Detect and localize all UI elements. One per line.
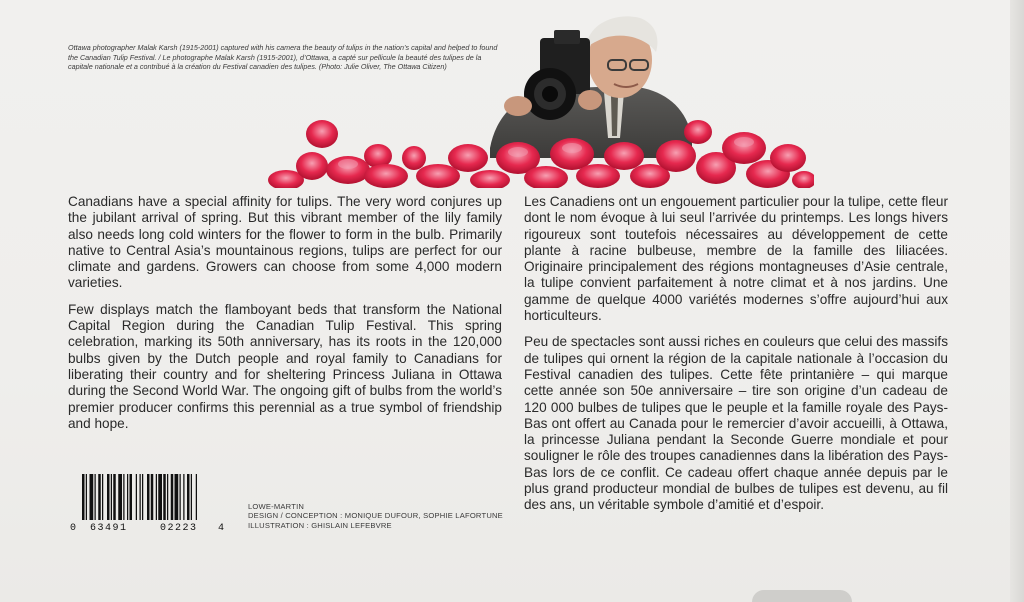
french-paragraph-1: Les Canadiens ont un engouement particulier pour la tulipe, cette fleur dont le nom évoque à lui seul l’arrivée du printemps. Les longs hivers rigoureux sont toutefois nécessaires au développement de cette plante à racine bulbeuse, membre de la famille des liliacées. Originaire principalement des régions montagneuses d’Asie centrale, la tulipe convient parfaitement à notre climat et à nos jardins. Une gamme de quelque 4000 variétés modernes s’offre aujourd’hui aux horticulteurs. — [524, 194, 948, 324]
barcode-bar — [113, 474, 116, 520]
barcode-bar — [98, 474, 101, 520]
english-paragraph-1: Canadians have a special affinity for tulips. The very word conjures up the jubilant arrival of spring. But this vibrant member of the lily family also needs long cold winters for the flower to form in the bulb. Primarily native to Central Asia’s mountainous regions, tulips are perfect for our climate and gardens. Growers can choose from some 4,000 modern varieties. — [68, 194, 502, 291]
credits-illustration: ILLUSTRATION : GHISLAIN LEFEBVRE — [248, 520, 392, 530]
barcode-bar — [183, 474, 184, 520]
barcode-bar — [102, 474, 103, 520]
barcode-bar — [147, 474, 150, 520]
barcode-bar — [90, 474, 94, 520]
barcode-bar — [111, 474, 112, 520]
barcode-bar — [107, 474, 110, 520]
barcode-check-digit: 4 — [218, 523, 225, 534]
barcode-bar — [167, 474, 168, 520]
barcode-bar — [130, 474, 133, 520]
barcode-bar — [175, 474, 179, 520]
barcode-bar — [82, 474, 85, 520]
barcode-bar — [191, 474, 192, 520]
barcode-bar — [127, 474, 128, 520]
barcode-bar — [156, 474, 157, 520]
envelope-edge — [1010, 0, 1024, 602]
barcode-bar — [95, 474, 96, 520]
barcode-bar — [180, 474, 181, 520]
photo-caption: Ottawa photographer Malak Karsh (1915-2001) captured with his camera the beauty of tulips in the nation’s capital and helped to found the Canadian Tulip Festival. / Le photographe Malak Karsh (1915-2001), d’Ottawa, a capté sur pellicule la beauté des tulipes de la capitale nationale et a contribué à la création du Festival canadien des tulipes. (Photo: Julie Oliver, The Ottawa Citizen) — [68, 43, 498, 72]
barcode-bar — [123, 474, 124, 520]
barcode-bar — [171, 474, 174, 520]
credits — [248, 502, 518, 530]
barcode-lead-digit: 0 — [70, 523, 77, 534]
credits-printer: LOWE-MARTIN — [248, 502, 305, 511]
barcode-bar — [151, 474, 154, 520]
barcode-bar — [86, 474, 87, 520]
barcode-bar — [158, 474, 162, 520]
upc-barcode — [68, 474, 238, 534]
english-paragraph-2: Few displays match the flamboyant beds that transform the National Capital Region during the Canadian Tulip Festival. This spring celebration, marking its 50th anniversary, has its roots in the 120,000 bulbs given by the Dutch people and royal family to Canadians for liberating their country and for sheltering Princess Juliana in Ottawa during the Second World War. The ongoing gift of bulbs from the world’s premier producer confirms this perennial as a true symbol of friendship and hope. — [68, 301, 502, 431]
french-text — [524, 194, 948, 524]
barcode-bar — [118, 474, 122, 520]
barcode-bar — [136, 474, 137, 520]
barcode-bar — [196, 474, 197, 520]
english-text — [68, 194, 502, 442]
barcode-bar — [163, 474, 166, 520]
barcode-bar — [140, 474, 141, 520]
barcode-group-1: 63491 — [90, 523, 128, 534]
barcode-bar — [187, 474, 190, 520]
envelope-flap-edge — [752, 590, 852, 602]
photographer-tulips-photo — [268, 8, 814, 188]
barcode-bar — [142, 474, 143, 520]
credits-design: DESIGN / CONCEPTION : MONIQUE DUFOUR, SOPHIE LAFORTUNE — [248, 511, 503, 521]
barcode-group-2: 02223 — [160, 523, 198, 534]
french-paragraph-2: Peu de spectacles sont aussi riches en couleurs que celui des massifs de tulipes qui ornent la région de la capitale nationale à l’occasion du Festival canadien des tulipes. Cette fête printanière – qui marque cette année son 50e anniversaire – tire son origine d’un cadeau de 120 000 bulbes de tulipes que le peuple et la famille royale des Pays-Bas ont offert au Canada pour le remercier d’avoir accueilli, à Ottawa, la princesse Juliana pendant la Seconde Guerre mondiale et pour souligner le rôle des troupes canadiennes dans la libération des Pays-Bas lors de ce conflit. Ce cadeau offert chaque année depuis par le plus grand producteur mondial de bulbes de tulipes est devenu, au fil des ans, un véritable symbole d’amitié et d’espoir. — [524, 334, 948, 513]
